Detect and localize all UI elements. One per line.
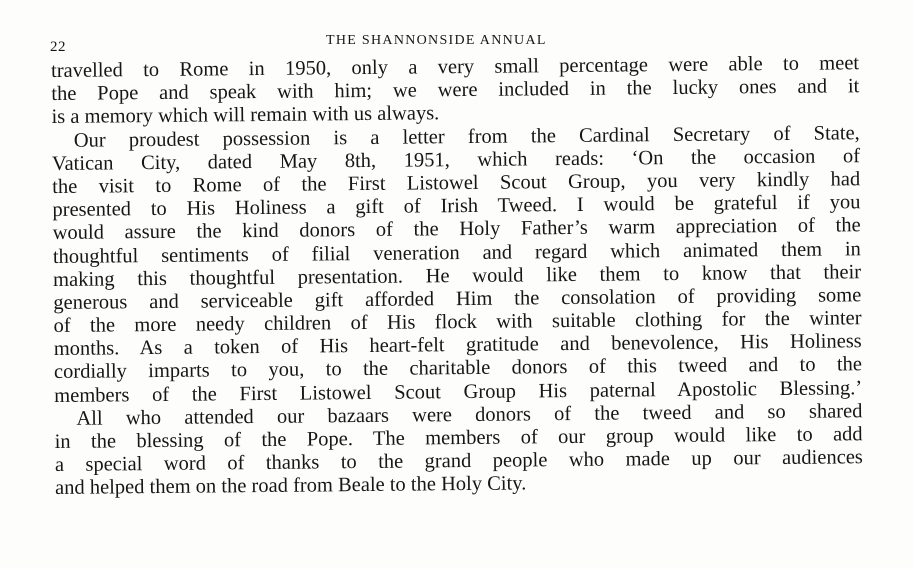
text-line: of the more needy children of His flock with suitable clothing for the winter [53,307,862,338]
text-line: in the blessing of the Pope. The members of our group would like to add [54,423,863,453]
text-line: the visit to Rome of the First Listowel Scout Group, you very kindly had [52,168,861,198]
text-line: cordially imparts to you, to the charitable donors of this tweed and to the [53,353,863,384]
text-line: months. As a token of His heart-felt gratitude and benevolence, His Holiness [53,330,862,361]
text-line: generous and serviceable gift afforded Him the consolation of providing some [53,284,862,314]
page-header [50,31,860,55]
text-line: thoughtful sentiments of filial veneration and regard which animated them in [52,237,861,268]
text-line: Vatican City, dated May 8th, 1951, which reads: ‘On the occasion of [51,144,861,175]
paragraph-start-line: All who attended our bazaars were donors of the tweed and so shared [76,400,863,430]
page-number: 22 [50,39,66,55]
text-line: is a memory which will remain with us always. [51,102,440,129]
text-line: travelled to Rome in 1950, only a very small percentage were able to meet [51,52,860,82]
text-line: a special word of thanks to the grand people who made up our audiences [54,446,863,477]
text-line: and helped them on the road from Beale to the Holy City. [55,472,527,500]
body-text [51,52,863,500]
text-line: making this thoughtful presentation. He would like them to know that their [53,260,862,291]
paragraph-start-line: Our proudest possession is a letter from the Cardinal Secretary of State, [73,121,860,152]
text-line: would assure the kind donors of the Holy Father’s warm appreciation of the [52,214,861,245]
text-line: members of the First Listowel Scout Group His paternal Apostolic Blessing.’ [54,376,863,407]
text-line: the Pope and speak with him; we were included in the lucky ones and it [51,75,860,106]
running-title: THE SHANNONSIDE ANNUAL [326,33,547,48]
text-line: presented to His Holiness a gift of Irish Tweed. I would be grateful if you [52,191,861,222]
